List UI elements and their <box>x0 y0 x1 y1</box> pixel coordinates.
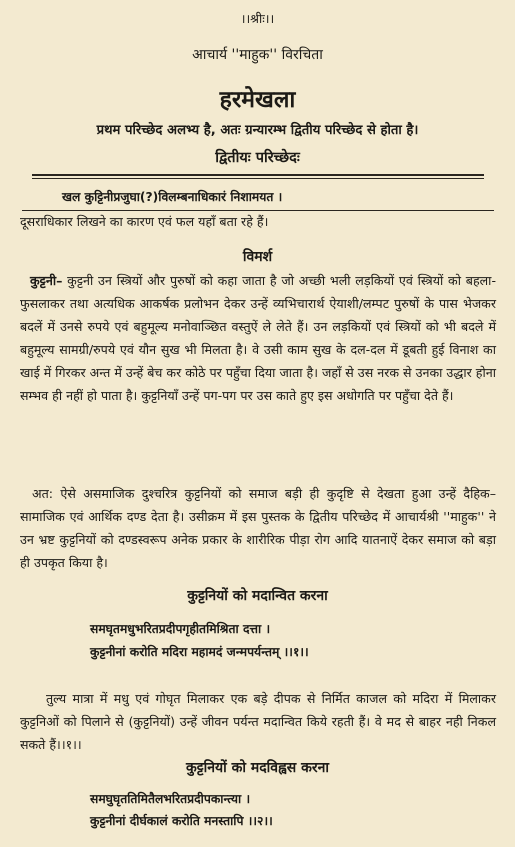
preface-note: प्रथम परिच्छेद अलभ्य है, अतः ग्रन्यारम्भ द्वितीय परिच्छेद से होता है। <box>96 123 419 138</box>
section-1-explanation: तुल्य मात्रा में मधु एवं गोघृत मिलाकर एक बड़े दीपक से निर्मित काजल को मदिरा में मिलाकर कुट्टनिओं को पिलाने से (कुट्टनियों) उन्हें जीवन पर्यन्त मदान्वित किये रहती हैं। वे मद से बाहर नही निकल सकते हैं।।१।। <box>20 691 496 752</box>
vimarsh-paragraph-1 <box>20 269 496 407</box>
chapter-rule-top <box>32 174 484 176</box>
section-1-verse-line-2: कुट्टनीनां करोति मदिरा महामदं जन्मपर्यन्तम् ।।१।। <box>90 645 309 659</box>
vimarsh-paragraph-2: अत: ऐसे असमाजिक दुश्चरित्र कुट्टनियों को समाज बड़ी ही कुदृष्टि से देखता हुआ उन्हें दैहिक– सामाजिक एवं आर्थिक दण्ड देता है। उसीक्रम में इस पुस्तक के द्वितीय परिच्छेद में आचार्यश्री ''माहुक'' ने उन भ्रष्ट कुट्टनियों को दण्डस्वरूप अनेक प्रकार के शारीरिक पीड़ा रोग आदि यातनाऐं देकर समाज को बड़ा ही उपकृत किया है। <box>20 486 496 570</box>
chapter-rule-bottom <box>32 178 484 179</box>
section-1-heading: कुट्टनियों को मदान्वित करना <box>187 588 328 604</box>
term-kuttani: कुट्टनी– <box>30 273 63 288</box>
vimarsh-heading: विमर्श <box>242 249 273 265</box>
chapter-heading: द्वितीयः परिच्छेदः <box>215 150 300 166</box>
section-1-verse-line-1: समघृतमधुभरितप्रदीपगृहीतमिश्रिता दत्ता । <box>90 622 271 636</box>
section-2-heading: कुट्टनियों को मदविह्वस करना <box>185 760 329 776</box>
book-title: हरमेखला <box>219 87 296 113</box>
attribution: आचार्य ''माहुक'' विरचिता <box>192 47 323 63</box>
section-2-verse-line-2: कुट्टनीनां दीर्घकालं करोति मनस्तापि ।।२।। <box>90 814 273 828</box>
section-2-verse-line-1: समघुघृततिमितैलभरितप्रदीपकान्त्या । <box>90 792 251 806</box>
verse-explanation: दूसराधिकार लिखने का कारण एवं फल यहाँ बता रहे हैं। <box>20 214 269 229</box>
invocation: ।।श्रीः।। <box>240 11 275 26</box>
vimarsh-paragraph-1-text: कुट्टनी उन स्त्रियों और पुरुषों को कहा जाता है जो अच्छी भली लड़कियों एवं स्त्रियों को बहला-फुसलाकर तथा अत्यधिक आकर्षक प्रलोभन देकर उन्हें व्यभिचारार्थ ऐयाशी/लम्पट पुरुषों के पास भेजकर बदलें में उनसे रुपये एवं बहुमूल्य मनोवाञ्छित वस्तुऐं ले लेते हैं। उन लड़कियों एवं स्त्रियों को भी बदले में बहुमूल्य सामग्री/रुपये एवं यौन सुख भी मिलता है। वे उसी काम सुख के दल-दल में डूबती हुई विनाश का खाई में गिरकर अन्त में उन्हें बेच कर कोठे पर पहुँचा दिया जाता है। जहाँ से उस नरक से उनका उद्धार होना सम्भव ही नहीं हो पाता है। कुट्टनियाँ उन्हें पग-पग पर उस काते हुए इस अधोगति पर पहुँचा देते हैं। <box>20 273 496 403</box>
opening-verse: खल कुट्टिनीप्रजुघा(?)विलम्बनाधिकारं निशामयत । <box>62 190 283 204</box>
